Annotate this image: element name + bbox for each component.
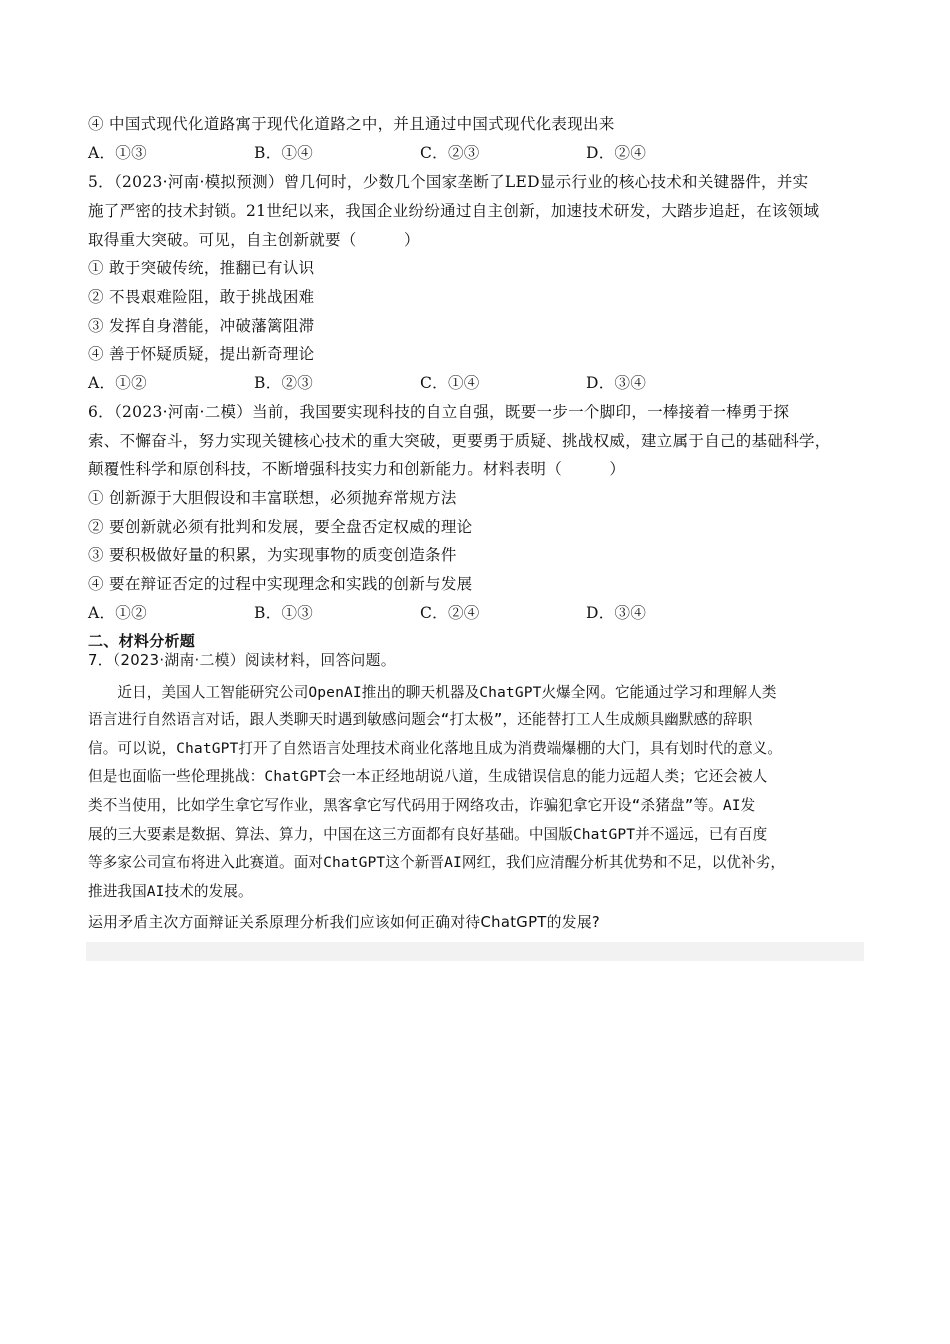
q4-item-4: ④ 中国式现代化道路寓于现代化道路之中，并且通过中国式现代化表现出来 — [88, 115, 615, 133]
q6-option-c: C．②④ — [420, 604, 480, 622]
material-line-8: 推进我国AI技术的发展。 — [88, 883, 253, 900]
material-line-1: 近日，美国人工智能研究公司OpenAI推出的聊天机器及ChatGPT火爆全网。它能通过学习和理解人类 — [88, 684, 777, 701]
material-line-5: 类不当使用，比如学生拿它写作业，黑客拿它写代码用于网络攻击，诈骗犯拿它开设“杀猪盘”等。AI发 — [88, 797, 756, 814]
q6-options — [88, 603, 878, 623]
material-line-4: 但是也面临一些伦理挑战：ChatGPT会一本正经地胡说八道，生成错误信息的能力远超人类；它还会被人 — [88, 768, 768, 785]
q4-option-c: C．②③ — [420, 144, 480, 162]
q6-option-b: B．①③ — [254, 604, 314, 622]
q6-option-d: D．③④ — [586, 604, 647, 622]
q5-options — [88, 373, 878, 393]
q6-stem-line-3: 颠覆性科学和原创科技，不断增强科技实力和创新能力。材料表明（ ） — [88, 460, 626, 478]
q5-item-2: ② 不畏艰难险阻，敢于挑战困难 — [88, 288, 315, 306]
q5-item-1: ① 敢于突破传统，推翻已有认识 — [88, 259, 315, 277]
section-heading: 二、材料分析题 — [88, 632, 196, 650]
q4-options — [88, 143, 878, 163]
material-line-2: 语言进行自然语言对话，跟人类聊天时遇到敏感问题会“打太极”，还能替打工人生成颇具幽默感的辞职 — [88, 711, 753, 728]
q6-item-1: ① 创新源于大胆假设和丰富联想，必须抛弃常规方法 — [88, 489, 457, 507]
q6-item-3: ③ 要积极做好量的积累，为实现事物的质变创造条件 — [88, 546, 457, 564]
q5-option-c: C．①④ — [420, 374, 480, 392]
material-line-3: 信。可以说，ChatGPT打开了自然语言处理技术商业化落地且成为消费端爆棚的大门，具有划时代的意义。 — [88, 740, 783, 757]
q4-option-a: A．①③ — [88, 144, 147, 162]
q5-stem-line-2: 施了严密的技术封锁。21世纪以来，我国企业纷纷通过自主创新，加速技术研发，大踏步追赶，在该领域 — [88, 202, 820, 220]
q6-item-4: ④ 要在辩证否定的过程中实现理念和实践的创新与发展 — [88, 575, 473, 593]
q5-option-b: B．②③ — [254, 374, 314, 392]
q5-item-4: ④ 善于怀疑质疑，提出新奇理论 — [88, 345, 315, 363]
answer-area[interactable] — [86, 942, 864, 961]
q6-stem-line-2: 索、不懈奋斗，努力实现关键核心技术的重大突破，更要勇于质疑、挑战权威，建立属于自己的基础科学， — [88, 432, 831, 450]
q6-item-2: ② 要创新就必须有批判和发展，要全盘否定权威的理论 — [88, 518, 473, 536]
material-line-7: 等多家公司宣布将进入此赛道。面对ChatGPT这个新晋AI网红，我们应清醒分析其优势和不足，以优补劣， — [88, 854, 786, 871]
q4-option-d: D．②④ — [586, 144, 647, 162]
q6-option-a: A．①② — [88, 604, 147, 622]
q4-option-b: B．①④ — [254, 144, 314, 162]
q7-title: 7．（2023·湖南·二模）阅读材料，回答问题。 — [88, 652, 396, 669]
q5-item-3: ③ 发挥自身潜能，冲破藩篱阻滞 — [88, 317, 315, 335]
q5-stem-line-3: 取得重大突破。可见，自主创新就要（ ） — [88, 231, 420, 249]
q6-stem-line-1: 6．（2023·河南·二模）当前，我国要实现科技的自立自强，既要一步一个脚印，一棒接着一棒勇于探 — [88, 403, 790, 421]
material-line-6: 展的三大要素是数据、算法、算力，中国在这三方面都有良好基础。中国版ChatGPT并不遥远，已有百度 — [88, 826, 768, 843]
q5-stem-line-1: 5．（2023·河南·模拟预测）曾几何时，少数几个国家垄断了LED显示行业的核心技术和关键器件，并实 — [88, 173, 809, 191]
q5-option-a: A．①② — [88, 374, 147, 392]
q7-question: 运用矛盾主次方面辩证关系原理分析我们应该如何正确对待ChatGPT的发展? — [88, 914, 601, 931]
q5-option-d: D．③④ — [586, 374, 647, 392]
